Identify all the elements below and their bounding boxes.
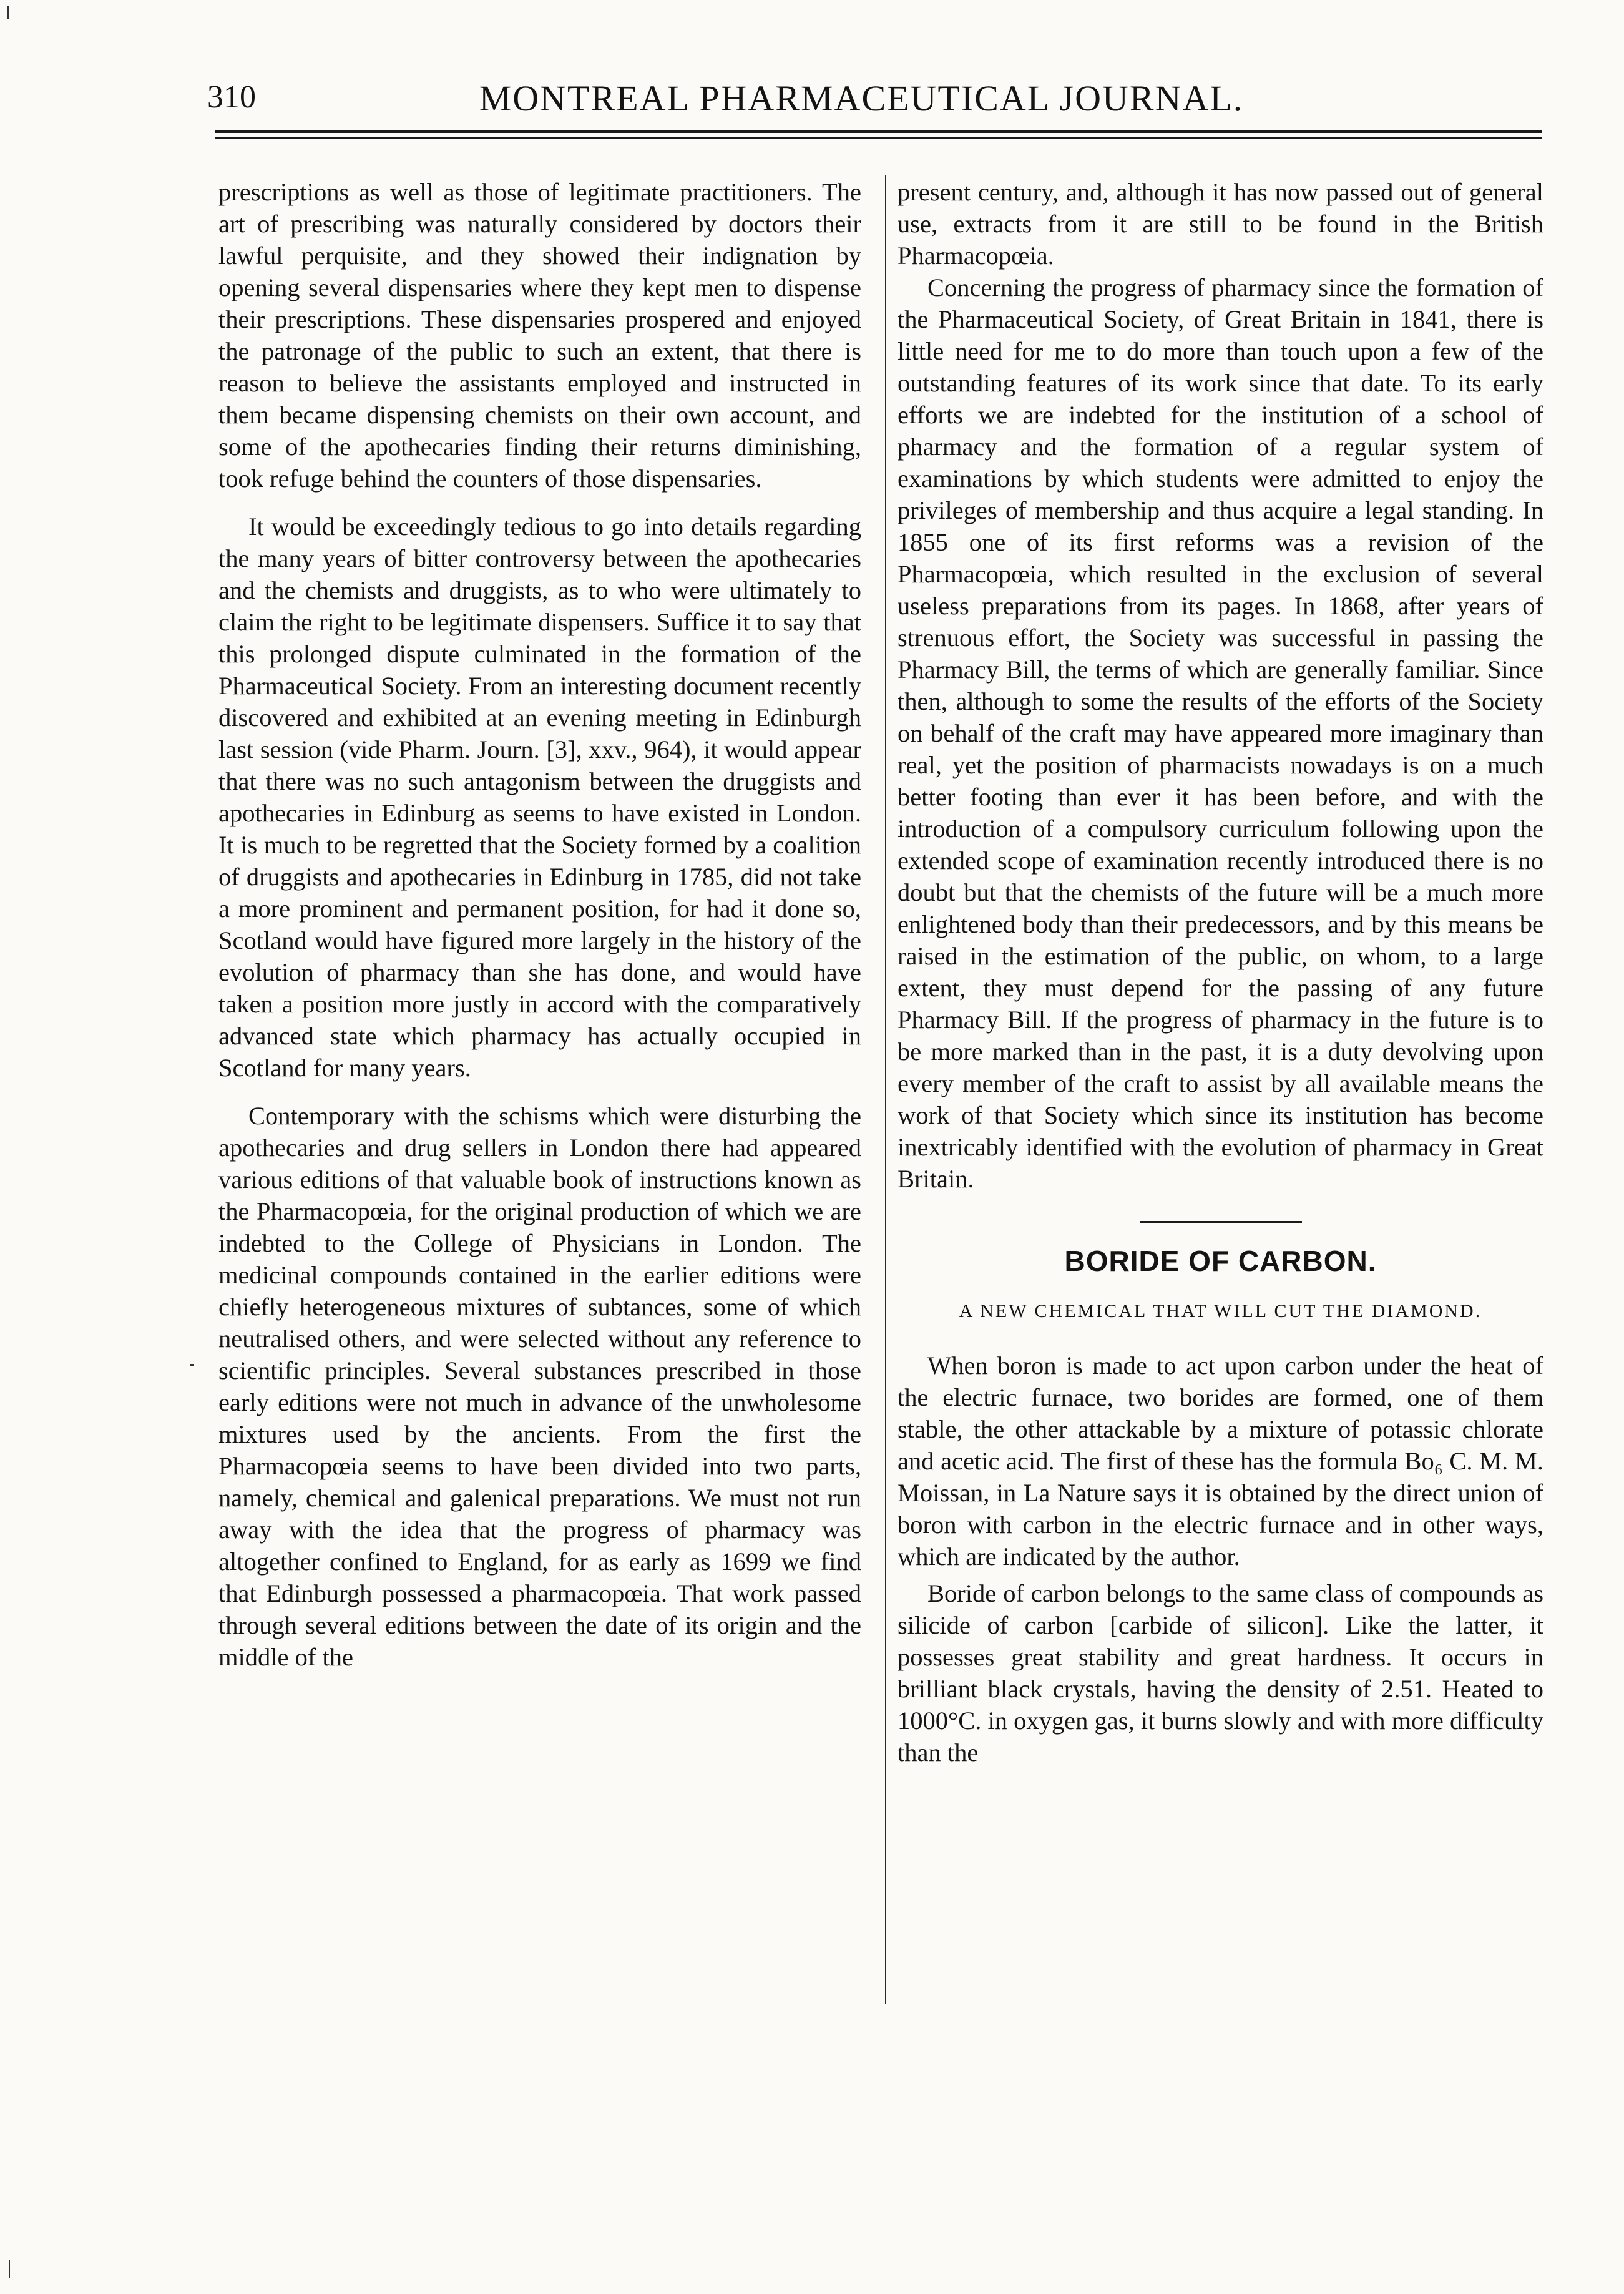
column-divider xyxy=(885,175,886,2004)
margin-mark xyxy=(190,1364,194,1366)
header-rule xyxy=(215,130,1542,133)
paragraph: It would be exceedingly tedious to go into details regarding the many years of bitter controversy between the apothecaries and the chemists and druggists, as to who were ultimately to claim the right to be legitimate dispensers. Suffice it to say that this prolonged dispute culminated in the formation of the Pharmaceutical Society. From an interesting document recently discovered and exhibited at an evening meeting in Edinburgh last session (vide Pharm. Journ. [3], xxv., 964), it would appear that there was no such antagonism between the druggists and apothecaries in Edinburg as seems to have existed in London. It is much to be regretted that the Society formed by a coalition of druggists and apothecaries in Edinburg in 1785, did not take a more prominent and permanent position, for had it done so, Scotland would have figured more largely in the history of the evolution of pharmacy than she has done, and would have taken a position more justly in accord with the comparatively advanced state which pharmacy has actually occupied in Scotland for many years. xyxy=(218,512,861,1082)
paragraph: Boride of carbon belongs to the same class of compounds as silicide of carbon [carbide of silicon]. Like the latter, it possesses great stability and great hardness. It occurs in brilliant black crystals, having the density of 2.51. Heated to 1000°C. in oxygen gas, it burns slowly and with more difficulty than the xyxy=(898,1579,1543,1767)
article-subtitle: A NEW CHEMICAL THAT WILL CUT THE DIAMOND. xyxy=(959,1301,1482,1321)
left-column xyxy=(218,176,861,1673)
paragraph: present century, and, although it has now passed out of general use, extracts from it are still to be found in the British Pharmacopœia. xyxy=(898,178,1543,270)
right-column xyxy=(898,176,1543,1768)
page-header xyxy=(187,74,1535,130)
header-rule-thin xyxy=(215,137,1542,139)
running-title: MONTREAL PHARMACEUTICAL JOURNAL. xyxy=(479,78,1244,119)
margin-mark xyxy=(9,2260,10,2278)
section-divider xyxy=(1140,1221,1302,1223)
page-number: 310 xyxy=(207,79,256,115)
article-title: BORIDE OF CARBON. xyxy=(1064,1245,1377,1277)
paragraph: Concerning the progress of pharmacy since the formation of the Pharmaceutical Society, of Great Britain in 1841, there is little need for me to do more than touch upon a few of the outstanding features of its work since that date. To its early efforts we are indebted for the institution of a school of pharmacy and the formation of a regular system of examinations by which students were admitted to enjoy the privileges of membership and thus acquire a legal standing. In 1855 one of its first reforms was a revision of the Pharmacopœia, which resulted in the exclusion of several useless preparations from its pages. In 1868, after years of strenuous effort, the Society was successful in passing the Pharmacy Bill, the terms of which are generally familiar. Since then, although to some the results of the efforts of the Society on behalf of the craft may have appeared more imaginary than real, yet the position of pharmacists nowadays is on a much better footing than ever it has been before, and with the introduction of a compulsory curriculum following upon the extended scope of examination recently introduced there is no doubt but that the chemists of the future will be a much more enlightened body than their predecessors, and by this means be raised in the estimation of the public, on whom, to a large extent, they must depend for the passing of any future Pharmacy Bill. If the progress of pharmacy in the future is to be more marked than in the past, it is a duty devolving upon every member of the craft to assist by all available means the work of that Society which since its institution has become inextricably identified with the evolution of pharmacy in Great Britain. xyxy=(898,273,1543,1193)
margin-mark xyxy=(7,6,9,19)
paragraph: prescriptions as well as those of legitimate practitioners. The art of prescribing was naturally considered by doctors their lawful perquisite, and they showed their indignation by opening several dispensaries where they kept men to dispense their prescriptions. These dispensaries prospered and enjoyed the patronage of the public to such an extent, that there is reason to believe the assistants employed and instructed in them became dispensing chemists on their own account, and some of the apothecaries finding their returns diminishing, took refuge behind the counters of those dispensaries. xyxy=(218,178,861,493)
paragraph: Contemporary with the schisms which were disturbing the apothecaries and drug sellers in London there had appeared various editions of that valuable book of instructions known as the Pharmacopœia, for the original production of which we are indebted to the College of Physicians in London. The medicinal compounds contained in the earlier editions were chiefly heterogeneous mixtures of subtances, some of which neutralised others, and were selected without any reference to scientific principles. Several substances prescribed in those early editions were not much in advance of the unwholesome mixtures used by the ancients. From the first the Pharmacopœia seems to have been divided into two parts, namely, chemical and galenical preparations. We must not run away with the idea that the progress of pharmacy was altogether confined to England, for as early as 1699 we find that Edinburgh possessed a pharmacopœia. That work passed through several editions between the date of its origin and the middle of the xyxy=(218,1102,861,1671)
paragraph: When boron is made to act upon carbon under the heat of the electric furnace, two borides are formed, one of them stable, the other attackable by a mixture of potassic chlorate and acetic acid. The first of these has the formula Bo₆ C. M. M. Moissan, in La Nature says it is obtained by the direct union of boron with carbon in the electric furnace and in other ways, which are indicated by the author. xyxy=(898,1351,1543,1571)
